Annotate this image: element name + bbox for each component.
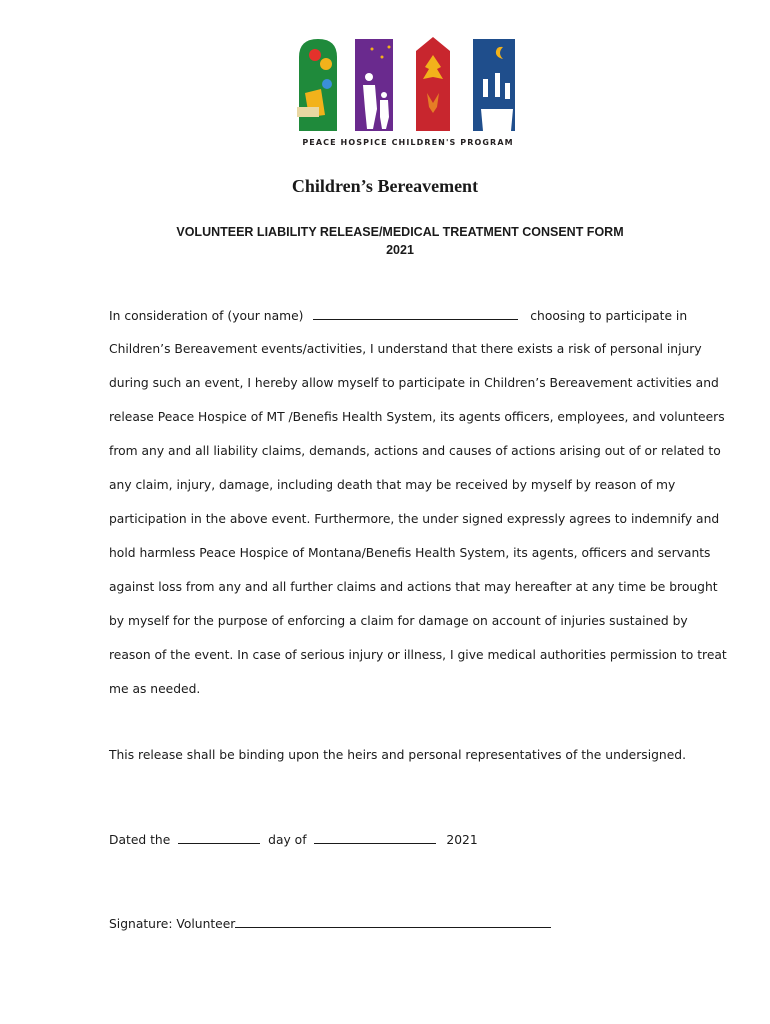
paragraph-line: reason of the event. In case of serious injury or illness, I give medical authorities permission to treat <box>109 648 727 662</box>
paragraph-line: any claim, injury, damage, including death that may be received by myself by reason of my <box>109 478 676 492</box>
your-name-field[interactable] <box>313 308 518 320</box>
signature-line <box>109 916 551 931</box>
program-name: PEACE HOSPICE CHILDREN'S PROGRAM <box>302 138 514 147</box>
form-year: 2021 <box>386 243 414 257</box>
day-field[interactable] <box>178 832 260 844</box>
name-line-end: choosing to participate in <box>530 309 688 323</box>
logo-panels-graphic <box>297 37 519 131</box>
paragraph-line: participation in the above event. Furthermore, the under signed expressly agrees to indemnify and <box>109 512 720 526</box>
signature-field[interactable] <box>235 916 551 928</box>
paragraph-line: against loss from any and all further claims and actions that may hereafter at any time be brought <box>109 580 718 594</box>
paragraph-line: by myself for the purpose of enforcing a claim for damage on account of injuries sustained by <box>109 614 688 628</box>
balloon-icon <box>320 58 332 70</box>
paragraph-line: Children’s Bereavement events/activities, I understand that there exists a risk of personal injury <box>109 342 702 356</box>
name-label: In consideration of (your name) <box>109 309 304 323</box>
form-title-text: VOLUNTEER LIABILITY RELEASE/MEDICAL TREATMENT CONSENT FORM <box>176 225 624 239</box>
red-panel <box>416 37 450 131</box>
month-field[interactable] <box>314 832 436 844</box>
balloon-icon <box>309 49 321 61</box>
dated-label: Dated the <box>109 833 171 847</box>
peace-hospice-logo <box>297 37 519 150</box>
paragraph-line: hold harmless Peace Hospice of Montana/Benefis Health System, its agents, officers and servants <box>109 546 711 560</box>
paragraph-line: during such an event, I hereby allow myself to participate in Children’s Bereavement activities and <box>109 376 719 390</box>
paragraph-line: me as needed. <box>109 682 201 696</box>
name-line <box>109 308 687 323</box>
dated-line <box>109 832 478 847</box>
adult-figure-icon <box>365 73 373 81</box>
dated-year: 2021 <box>446 833 478 847</box>
child-figure-icon <box>381 92 387 98</box>
candle-icon <box>495 73 500 97</box>
candle-icon <box>483 79 488 97</box>
star-icon <box>371 48 374 51</box>
page-title: Children’s Bereavement <box>291 176 479 196</box>
paragraph-line: from any and all liability claims, demands, actions and causes of actions arising out of or related to <box>109 444 721 458</box>
binding-statement: This release shall be binding upon the heirs and personal representatives of the undersigned. <box>109 748 686 762</box>
balloon-icon <box>322 79 332 89</box>
light-block <box>297 107 319 117</box>
paragraph-line: release Peace Hospice of MT /Benefis Health System, its agents officers, employees, and volunteers <box>109 410 725 424</box>
form-title <box>0 223 770 259</box>
candle-icon <box>505 83 510 99</box>
signature-label: Signature: Volunteer <box>109 917 236 931</box>
day-of-label: day of <box>268 833 307 847</box>
